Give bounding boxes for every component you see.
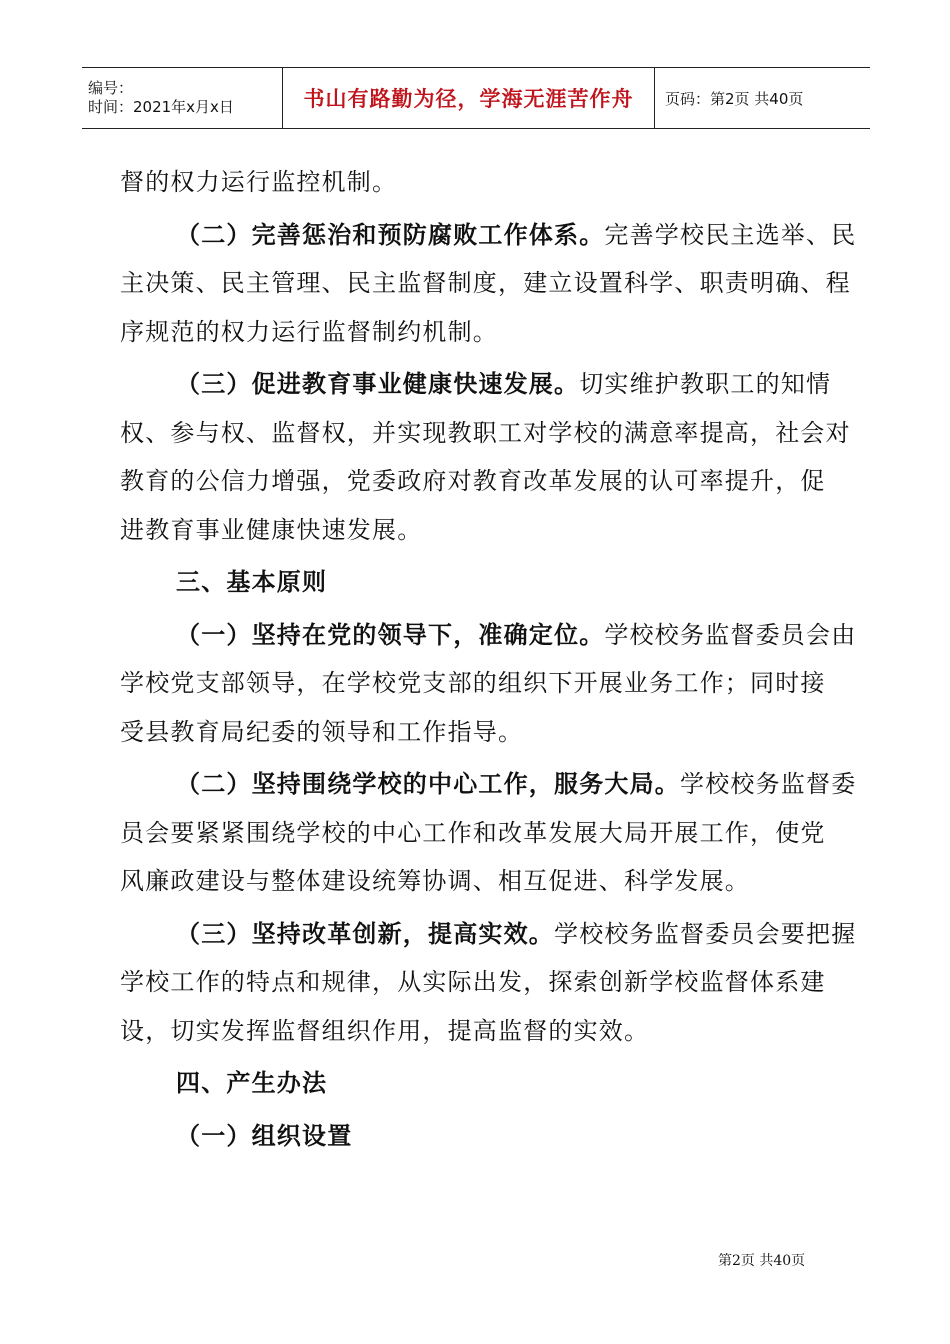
- paragraph-text: 学校校务监督委员会由: [604, 620, 857, 649]
- body-line: 权、参与权、监督权，并实现教职工对学校的满意率提高，社会对: [120, 418, 851, 447]
- header-meta: [82, 68, 282, 128]
- motto-text: 书山有路勤为径，学海无涯苦作舟: [303, 87, 634, 111]
- subsection-title: （二）完善惩治和预防腐败工作体系。: [176, 219, 605, 249]
- body-line: 设，切实发挥监督组织作用，提高监督的实效。: [120, 1016, 650, 1045]
- subsection-paragraph: [120, 910, 857, 959]
- page-header: [82, 67, 870, 129]
- paragraph-text: 学校校务监督委: [680, 770, 857, 798]
- body-line: 学校党支部领导，在学校党支部的组织下开展业务工作；同时接: [120, 669, 826, 697]
- subsection-title: （一）坚持在党的领导下，准确定位。: [176, 619, 605, 649]
- subsection-title: （三）坚持改革创新，提高实效。: [176, 918, 554, 948]
- document-body: [120, 158, 857, 1160]
- section-heading: 三、基本原则: [176, 568, 328, 596]
- body-line: 受县教育局纪委的领导和工作指导。: [120, 717, 524, 746]
- time-label: 时间：2021年x月x日: [88, 98, 234, 116]
- body-line: 学校工作的特点和规律，从实际出发，探索创新学校监督体系建: [120, 968, 826, 996]
- page-footer: 第2页 共40页: [718, 1253, 806, 1269]
- subsection-paragraph: [120, 760, 857, 809]
- subsection-paragraph: [120, 611, 857, 660]
- body-line: 教育的公信力增强，党委政府对教育改革发展的认可率提升，促: [120, 467, 826, 495]
- body-line: 督的权力运行监控机制。: [120, 168, 398, 196]
- header-page-cell: [655, 68, 870, 128]
- serial-number-label: 编号：: [88, 79, 134, 97]
- subsection-title: （二）坚持围绕学校的中心工作，服务大局。: [176, 769, 680, 798]
- body-line: 主决策、民主管理、民主监督制度，建立设置科学、职责明确、程: [120, 269, 851, 297]
- subsection-heading: （一）组织设置: [176, 1121, 353, 1150]
- paragraph-text: 完善学校民主选举、民: [604, 220, 857, 249]
- section-heading: 四、产生办法: [176, 1069, 328, 1097]
- paragraph-text: 切实维护教职工的知情: [579, 370, 832, 398]
- paragraph-text: 学校校务监督委员会要把握: [554, 919, 857, 948]
- body-line: 风廉政建设与整体建设统筹协调、相互促进、科学发展。: [120, 867, 750, 895]
- subsection-title: （三）促进教育事业健康快速发展。: [176, 369, 580, 398]
- subsection-paragraph: [120, 211, 857, 260]
- body-line: 员会要紧紧围绕学校的中心工作和改革发展大局开展工作，使党: [120, 818, 826, 847]
- subsection-paragraph: [120, 360, 830, 409]
- header-page-number: 页码：第2页 共40页: [665, 89, 804, 108]
- body-line: 进教育事业健康快速发展。: [120, 515, 423, 544]
- header-motto-cell: [282, 68, 655, 128]
- body-line: 序规范的权力运行监督制约机制。: [120, 317, 498, 346]
